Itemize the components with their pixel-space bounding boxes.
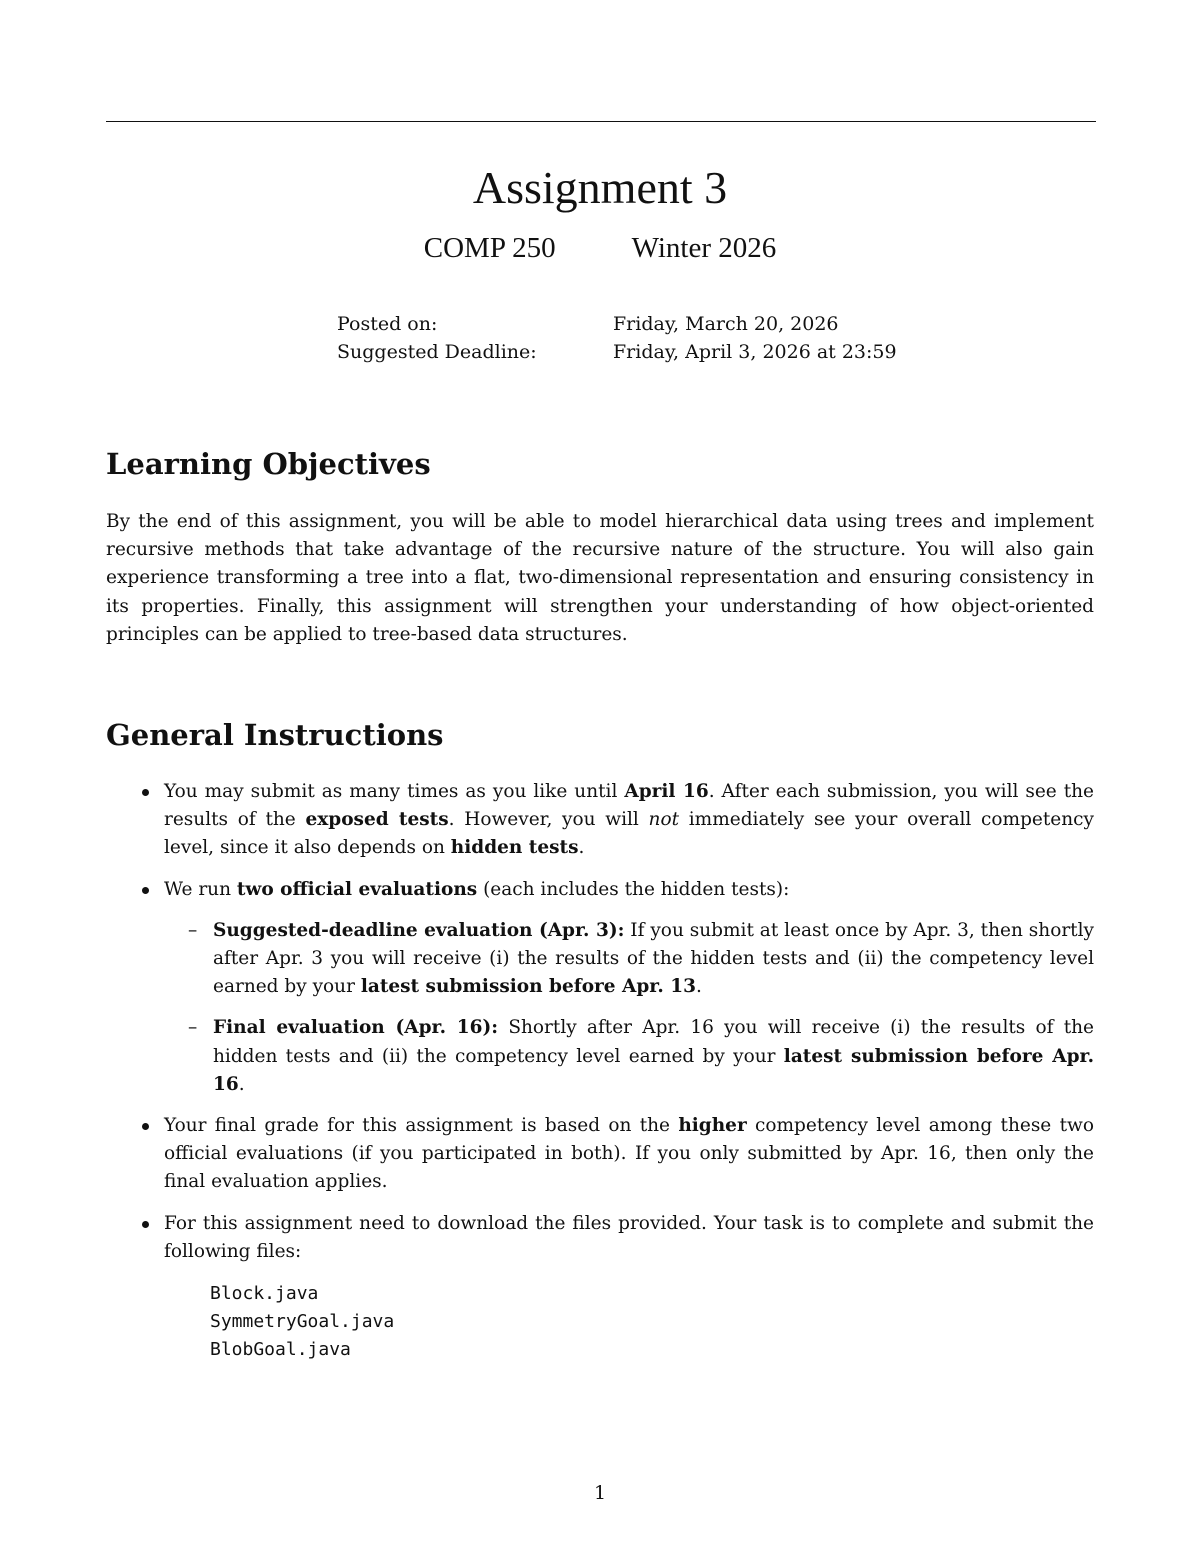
page-number: 1 xyxy=(593,1482,607,1504)
date-row-deadline xyxy=(337,338,897,366)
course-term-line xyxy=(0,230,1200,266)
section-heading-general-instructions: General Instructions xyxy=(106,718,444,752)
sublist-item-final-evaluation: – Final evaluation (Apr. 16): Shortly after Apr. 16 you will receive (i) the results of the hidden tests and (ii) the competency level earned by your latest submission before Apr. 16. xyxy=(164,1014,1094,1099)
sublist-item-suggested-deadline: – Suggested-deadline evaluation (Apr. 3): If you submit at least once by Apr. 3, then shortly after Apr. 3 you will receive (i) the results of the hidden tests and (ii) the competency level earned by your latest submission before Apr. 13. xyxy=(164,917,1094,1002)
section-heading-learning-objectives: Learning Objectives xyxy=(106,447,431,481)
dates-table xyxy=(337,310,897,366)
course-code: COMP 250 xyxy=(423,232,556,264)
date-value: Friday, March 20, 2026 xyxy=(613,313,839,335)
evaluations-sublist xyxy=(164,917,1094,1099)
learning-objectives-paragraph: By the end of this assignment, you will be able to model hierarchical data using trees and implement recursive methods that take advantage of the recursive nature of the structure. You will also gain experience transforming a tree into a flat, two-dimensional representation and ensuring consistency in its properties. Finally, this assignment will strengthen your understanding of how object-oriented principles can be applied to tree-based data structures. xyxy=(106,511,1094,645)
list-item-submission-policy: You may submit as many times as you like until April 16. After each submission, you will see the results of the exposed tests. However, you will not immediately see your overall competency level, since it also depends on hidden tests. xyxy=(106,778,1094,863)
file-list xyxy=(210,1280,1094,1365)
general-instructions-list xyxy=(106,778,1094,1378)
top-horizontal-rule xyxy=(106,121,1096,122)
file-name: Block.java xyxy=(210,1283,319,1305)
file-name: SymmetryGoal.java xyxy=(210,1311,395,1333)
date-label: Suggested Deadline: xyxy=(337,341,537,363)
date-row-posted xyxy=(337,310,897,338)
date-label: Posted on: xyxy=(337,313,438,335)
list-item-files-to-submit: For this assignment need to download the files provided. Your task is to complete and submit the following files: Block.java SymmetryGoal.java BlobGoal.java xyxy=(106,1210,1094,1365)
document-title: Assignment 3 xyxy=(472,162,728,213)
list-item-official-evaluations: We run two official evaluations (each includes the hidden tests): – Suggested-deadline evaluation (Apr. 3): If you submit at least once by Apr. 3, then shortly after Apr. 3 you will receive (i) the results of the hidden tests and (ii) the competency level earned by your latest submission before Apr. 13. – Final evaluation (Apr. 16): Shortly after Apr. 16 you will receive (i) the results of the hidden tests and (ii) the competency level earned by your latest submission before Apr. 16. xyxy=(106,876,1094,1099)
list-item-final-grade: Your final grade for this assignment is based on the higher competency level among these two official evaluations (if you participated in both). If you only submitted by Apr. 16, then only the final evaluation applies. xyxy=(106,1112,1094,1197)
term: Winter 2026 xyxy=(631,232,777,264)
file-name: BlobGoal.java xyxy=(210,1339,351,1361)
date-value: Friday, April 3, 2026 at 23:59 xyxy=(613,341,897,363)
